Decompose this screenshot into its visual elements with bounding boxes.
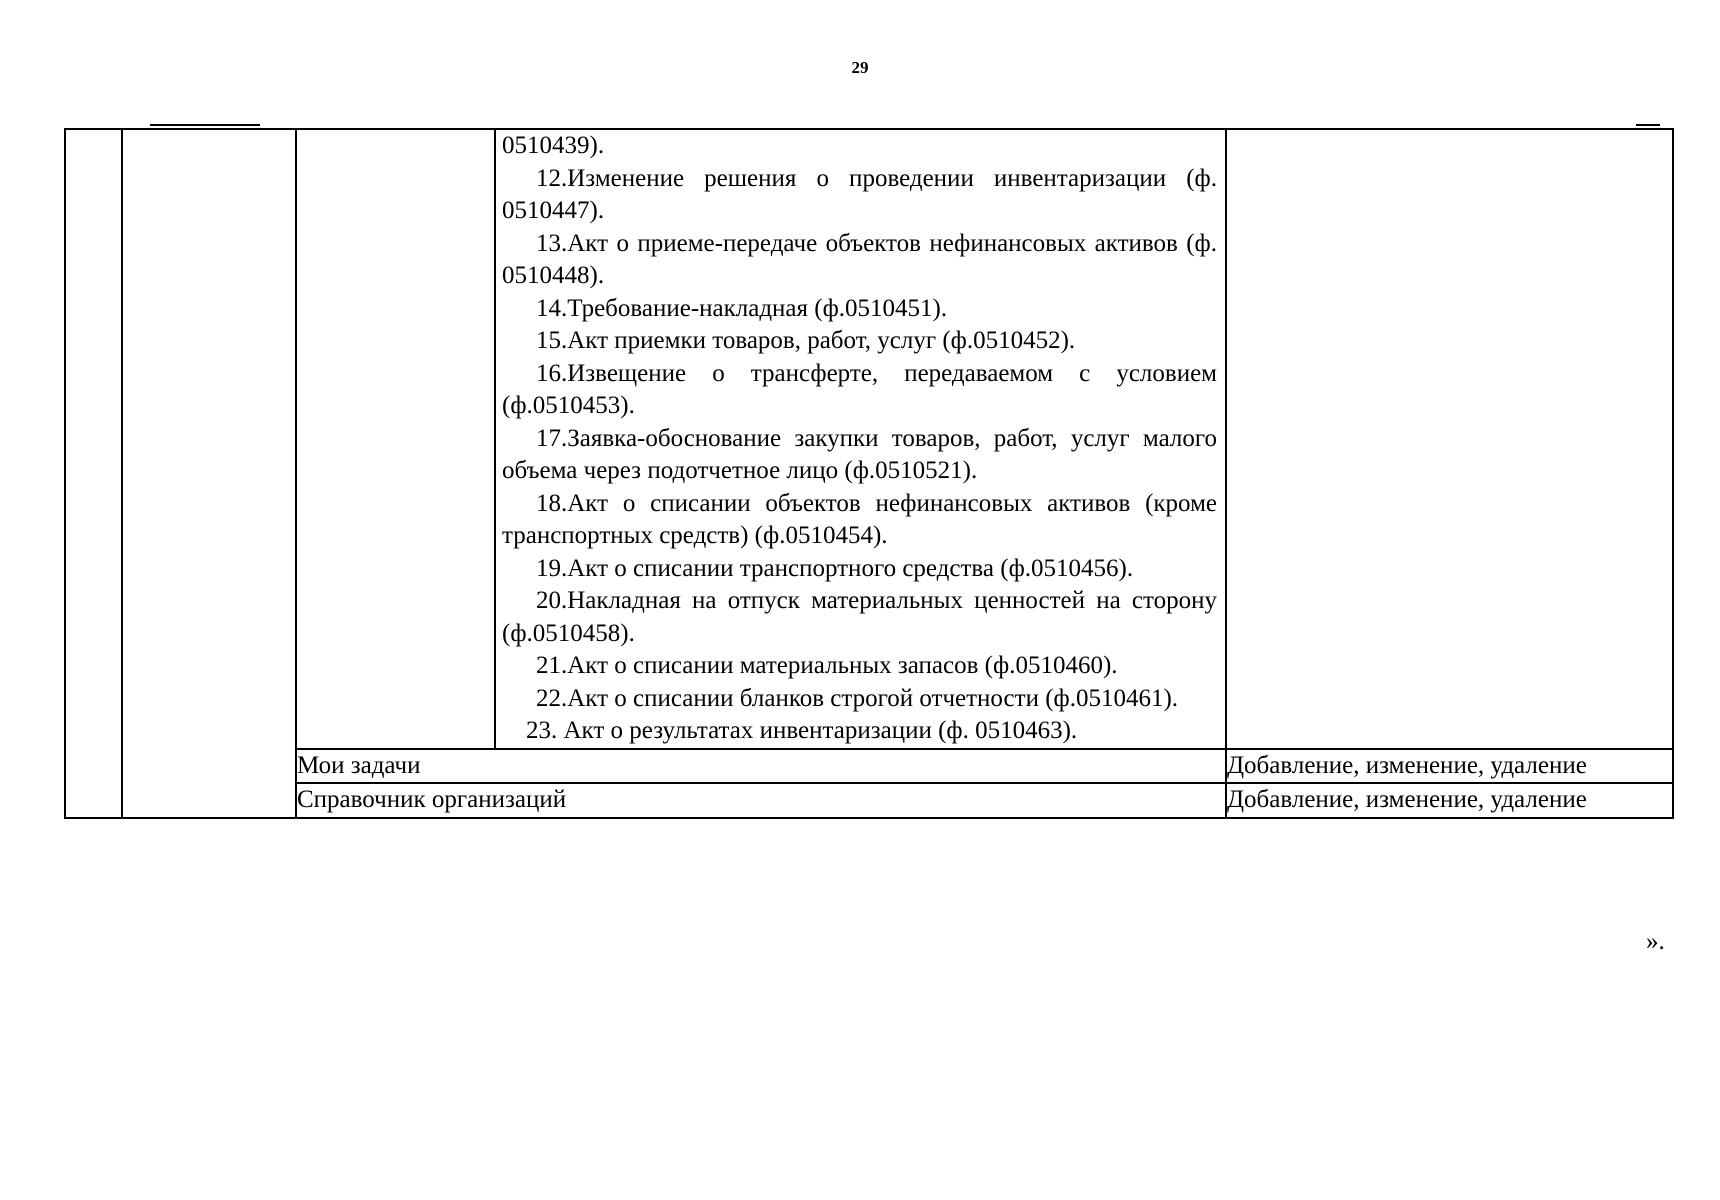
table-row [65,749,1673,784]
table-row [65,783,1673,818]
permission-text: Добавление, изменение, удаление [1226,749,1673,784]
table-cell-empty [65,129,122,818]
document-list-cell [495,129,1226,749]
list-item: 13.Акт о приеме-передаче объектов нефинансовых активов (ф. 0510448). [502,229,1217,289]
closing-quote-mark: ». [1646,928,1665,955]
section-label: Мои задачи [296,749,1226,784]
list-item: 14.Требование-накладная (ф.0510451). [536,294,948,322]
list-item: 12.Изменение решения о проведении инвентаризации (ф. 0510447). [502,164,1217,224]
list-item: 19.Акт о списании транспортного средства (ф.0510456). [536,554,1134,582]
table-cell-empty [122,129,296,818]
table-cell-empty [296,129,495,749]
table-row [65,129,1673,749]
permission-text: Добавление, изменение, удаление [1226,783,1673,818]
section-label: Справочник организаций [296,783,1226,818]
table-cell-empty [1226,129,1673,749]
list-item: 15.Акт приемки товаров, работ, услуг (ф.0510452). [536,327,1076,354]
scan-artifact-line [1636,124,1660,126]
document-list [496,130,1225,748]
list-item: 0510439). [502,132,605,159]
list-item: 20.Накладная на отпуск материальных ценностей на сторону (ф.0510458). [502,587,1217,647]
list-item: 22.Акт о списании бланков строгой отчетности (ф.0510461). [536,684,1179,712]
scan-artifact-line [150,124,260,126]
list-item: 16.Извещение о трансферте, передаваемом с условием (ф.0510453). [502,359,1217,419]
document-table [64,128,1674,819]
list-item: 21.Акт о списании материальных запасов (ф.0510460). [536,652,1118,679]
page-number: 29 [851,58,869,77]
list-item: 23. Акт о результатах инвентаризации (ф. 0510463). [526,717,1078,744]
list-item: 17.Заявка-обоснование закупки товаров, работ, услуг малого объема через подотчетное лицо (ф.0510521). [502,424,1217,484]
list-item: 18.Акт о списании объектов нефинансовых активов (кроме транспортных средств) (ф.0510454). [502,489,1217,549]
